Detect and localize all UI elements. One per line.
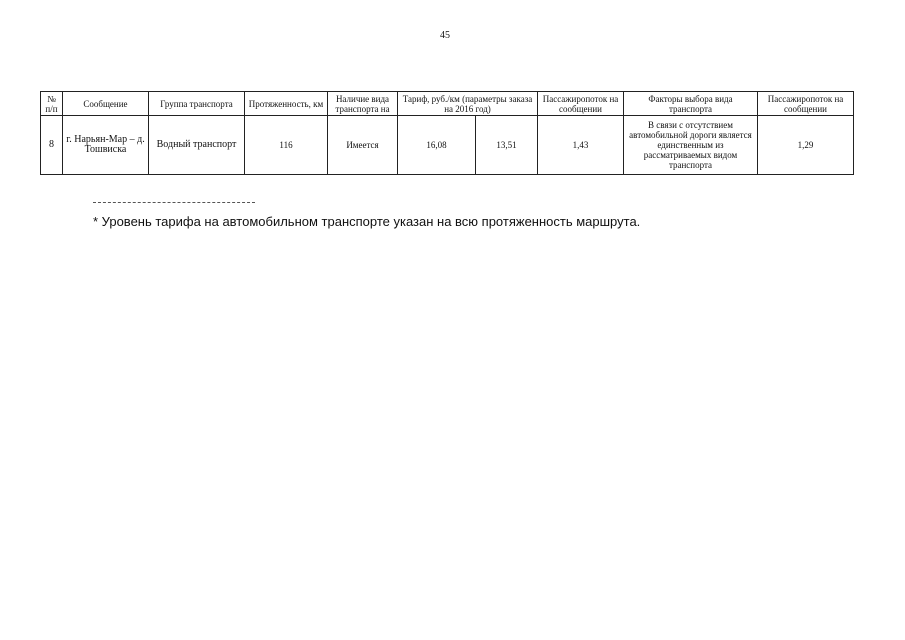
- cell-tariff-b: 13,51: [476, 116, 538, 175]
- cell-passenger-flow: 1,43: [538, 116, 624, 175]
- cell-length: 116: [245, 116, 328, 175]
- cell-num: 8: [41, 116, 63, 175]
- header-length: Протяженность, км: [245, 92, 328, 116]
- cell-availability: Имеется: [328, 116, 398, 175]
- cell-tariff-a: 16,08: [398, 116, 476, 175]
- table-row: [41, 116, 854, 175]
- footnote-divider: [93, 202, 255, 203]
- table-header-row: [41, 92, 854, 116]
- cell-route: г. Нарьян-Мар – д. Тошвиска: [63, 116, 149, 175]
- header-passenger-flow-2: Пассажиропоток на сообщении: [758, 92, 854, 116]
- cell-factors: В связи с отсутствием автомобильной дороги является единственным из рассматриваемых видом транспорта: [624, 116, 758, 175]
- header-tariff: Тариф, руб./км (параметры заказа на 2016 год): [398, 92, 538, 116]
- footnote-text: * Уровень тарифа на автомобильном транспорте указан на всю протяженность маршрута.: [93, 214, 641, 229]
- transport-table: [40, 91, 854, 175]
- cell-passenger-flow-2: 1,29: [758, 116, 854, 175]
- header-route: Сообщение: [63, 92, 149, 116]
- header-num: № п/п: [41, 92, 63, 116]
- header-availability: Наличие вида транспорта на: [328, 92, 398, 116]
- header-group: Группа транспорта: [149, 92, 245, 116]
- page-number: 45: [440, 30, 450, 41]
- header-factors: Факторы выбора вида транспорта: [624, 92, 758, 116]
- header-passenger-flow: Пассажиропоток на сообщении: [538, 92, 624, 116]
- cell-group: Водный транспорт: [149, 116, 245, 175]
